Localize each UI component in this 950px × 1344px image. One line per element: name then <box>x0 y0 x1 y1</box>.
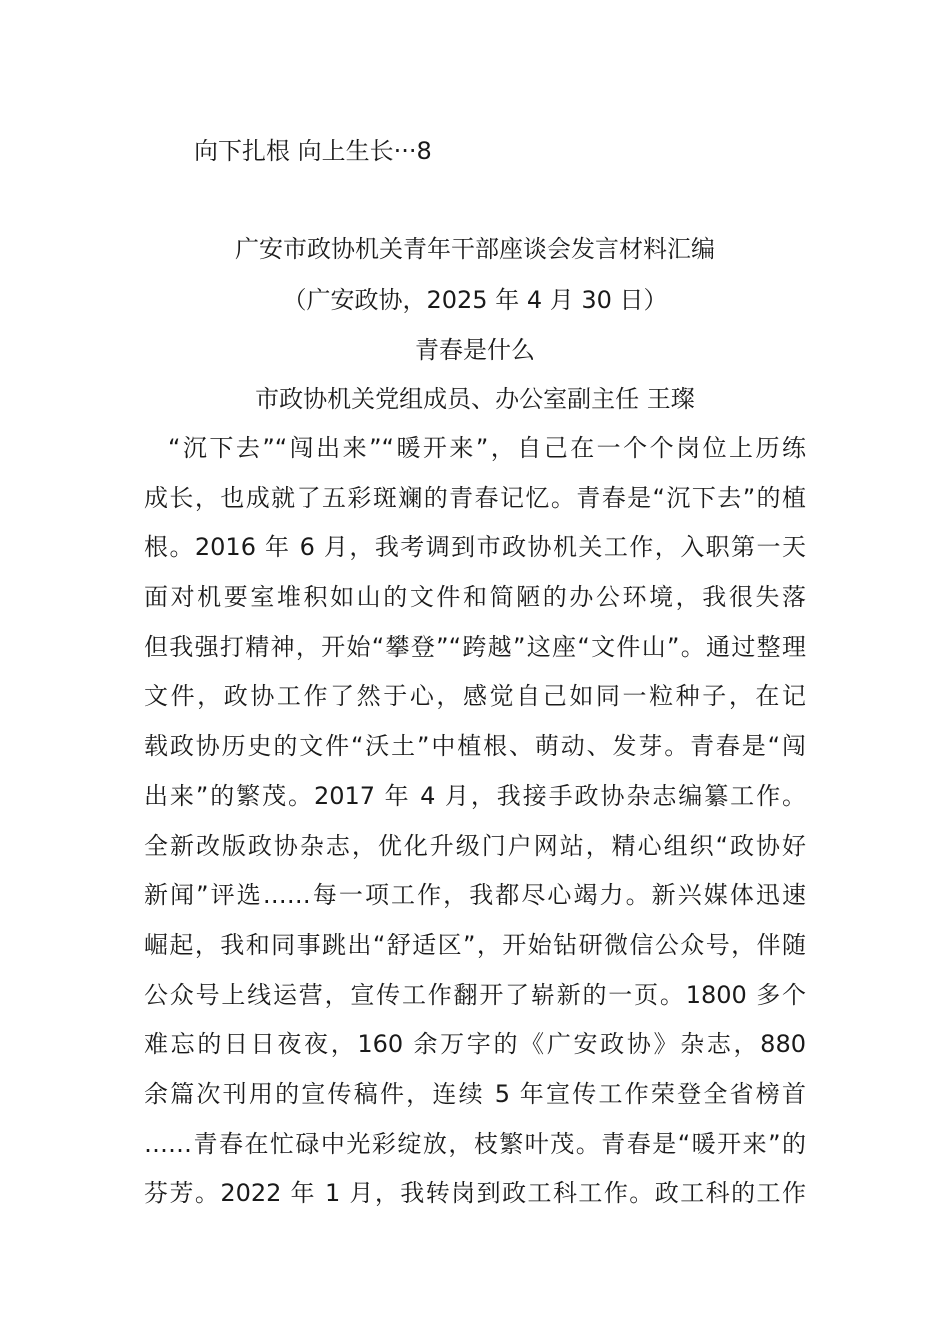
body-line: 载政协历史的文件“沃土”中植根、萌动、发芽。青春是“闯 <box>144 732 806 761</box>
body-line: “沉下去”“闯出来”“暖开来”，自己在一个个岗位上历练 <box>168 434 806 462</box>
body-line: 芬芳。2022 年 1 月，我转岗到政工科工作。政工科的工作 <box>144 1179 806 1208</box>
body-line: 根。2016 年 6 月，我考调到市政协机关工作，入职第一天 <box>144 533 806 562</box>
toc-entry: 向下扎根 向上生长···8 <box>194 137 432 165</box>
document-title: 广安市政协机关青年干部座谈会发言材料汇编 <box>235 235 715 263</box>
section-subtitle: 青春是什么 <box>415 336 535 364</box>
body-line: 崛起，我和同事跳出“舒适区”，开始钻研微信公众号，伴随 <box>144 930 806 959</box>
body-line: 难忘的日日夜夜，160 余万字的《广安政协》杂志，880 <box>144 1030 806 1059</box>
document-source: （广安政协，2025 年 4 月 30 日） <box>282 286 668 314</box>
body-line: 全新改版政协杂志，优化升级门户网站，精心组织“政协好 <box>144 831 806 860</box>
body-paragraph <box>144 430 806 1225</box>
body-line: 余篇次刊用的宣传稿件，连续 5 年宣传工作荣登全省榜首 <box>144 1079 806 1108</box>
body-line: 成长，也成就了五彩斑斓的青春记忆。青春是“沉下去”的植 <box>144 483 806 512</box>
body-line: 公众号上线运营，宣传工作翻开了崭新的一页。1800 多个 <box>144 980 806 1009</box>
author-line: 市政协机关党组成员、办公室副主任 王璨 <box>255 385 695 413</box>
body-line: 文件，政协工作了然于心，感觉自己如同一粒种子，在记 <box>144 682 806 711</box>
body-line: ……青春在忙碌中光彩绽放，枝繁叶茂。青春是“暖开来”的 <box>144 1129 806 1158</box>
body-line: 面对机要室堆积如山的文件和简陋的办公环境，我很失落 <box>144 583 806 612</box>
body-line: 但我强打精神，开始“攀登”“跨越”这座“文件山”。通过整理 <box>144 632 806 661</box>
body-line: 出来”的繁茂。2017 年 4 月，我接手政协杂志编纂工作。 <box>144 781 806 810</box>
body-line: 新闻”评选……每一项工作，我都尽心竭力。新兴媒体迅速 <box>144 881 806 910</box>
